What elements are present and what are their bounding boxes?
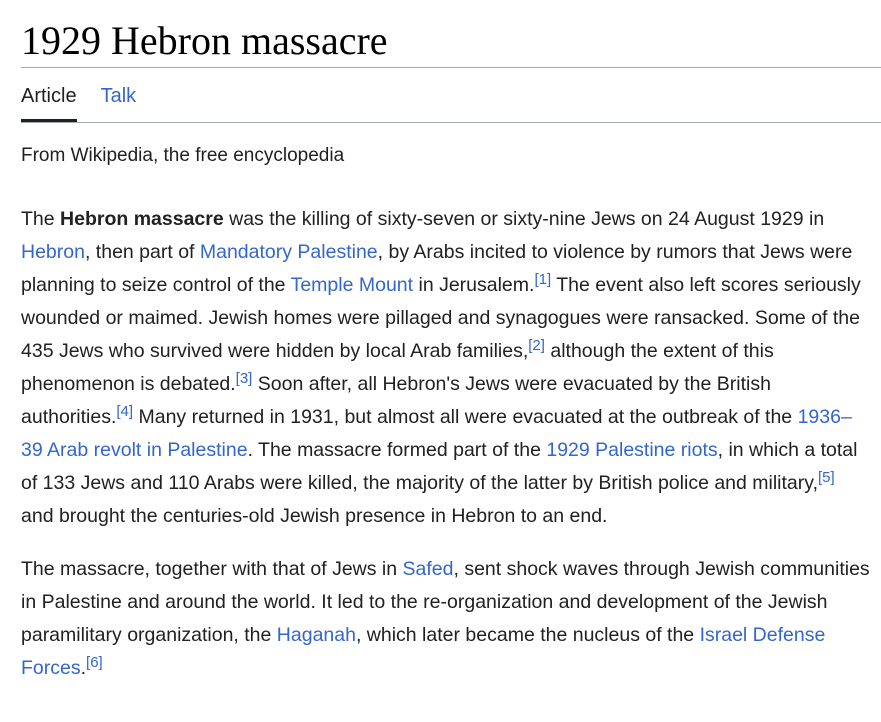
- citation-link-6[interactable]: [6]: [86, 654, 103, 671]
- link-safed[interactable]: Safed: [402, 558, 454, 580]
- bold-term: Hebron massacre: [60, 208, 224, 230]
- text-run: , which later became the nucleus of the: [355, 624, 700, 646]
- text-run: Many returned in 1931, but almost all were evacuated at the outbreak of the: [133, 406, 798, 428]
- link-haganah[interactable]: Haganah: [276, 624, 356, 646]
- citation-4: [116, 403, 133, 420]
- text-run: was the killing of sixty-seven or sixty-nine Jews on 24 August 1929 in: [223, 208, 825, 230]
- namespace-tabs: [21, 68, 881, 123]
- text-run: and brought the centuries-old Jewish presence in Hebron to an end.: [21, 505, 608, 527]
- citation-link-1[interactable]: [1]: [534, 271, 552, 288]
- link-israel-defense-forces[interactable]: Israel Defense Forces: [21, 624, 826, 679]
- text-run: , in which a total of 133 Jews and 110 Arabs were killed, the majority of the latter by British police and military,: [21, 439, 858, 494]
- text-run: , then part of: [84, 241, 200, 263]
- link-temple-mount[interactable]: Temple Mount: [290, 274, 414, 296]
- text-run: The: [21, 208, 61, 230]
- tab-article[interactable]: Article: [21, 68, 77, 122]
- text-run: The massacre, together with that of Jews in: [21, 558, 403, 580]
- text-run: although the extent of this phenomenon is debated.: [21, 340, 774, 395]
- link-arab-revolt[interactable]: 1936–39 Arab revolt in Palestine: [21, 406, 852, 461]
- text-run: , by Arabs incited to violence by rumors that Jews were planning to seize control of the: [21, 241, 853, 296]
- site-tagline: From Wikipedia, the free encyclopedia: [21, 145, 345, 166]
- second-paragraph: [21, 553, 871, 685]
- citation-link-2[interactable]: [2]: [528, 337, 545, 354]
- citation-link-5[interactable]: [5]: [818, 469, 835, 486]
- citation-2: [528, 337, 545, 354]
- citation-link-3[interactable]: [3]: [235, 370, 253, 387]
- link-palestine-riots[interactable]: 1929 Palestine riots: [546, 439, 718, 461]
- citation-6: [86, 654, 103, 671]
- citation-1: [534, 271, 551, 288]
- citation-5: [818, 469, 835, 486]
- tab-talk[interactable]: Talk: [100, 85, 137, 107]
- citation-3: [236, 370, 253, 387]
- text-run: . The massacre formed part of the: [247, 439, 547, 461]
- text-run: Soon after, all Hebron's Jews were evacuated by the British authorities.: [21, 373, 771, 428]
- text-run: .: [80, 657, 87, 679]
- text-run: in Jerusalem.: [413, 274, 535, 296]
- link-hebron[interactable]: Hebron: [21, 241, 85, 263]
- link-mandatory-palestine[interactable]: Mandatory Palestine: [199, 241, 378, 263]
- page-title: 1929 Hebron massacre: [21, 0, 881, 68]
- text-run: The event also left scores seriously wounded or maimed. Jewish homes were pillaged and synagogues were ransacked. Some of the 435 Jews who survived were hidden by local Arab families,: [21, 274, 861, 362]
- citation-link-4[interactable]: [4]: [116, 403, 134, 420]
- lead-paragraph: [21, 203, 871, 533]
- text-run: , sent shock waves through Jewish communities in Palestine and around the world. It led to the re-organization and development of the Jewish paramilitary organization, the: [21, 558, 870, 646]
